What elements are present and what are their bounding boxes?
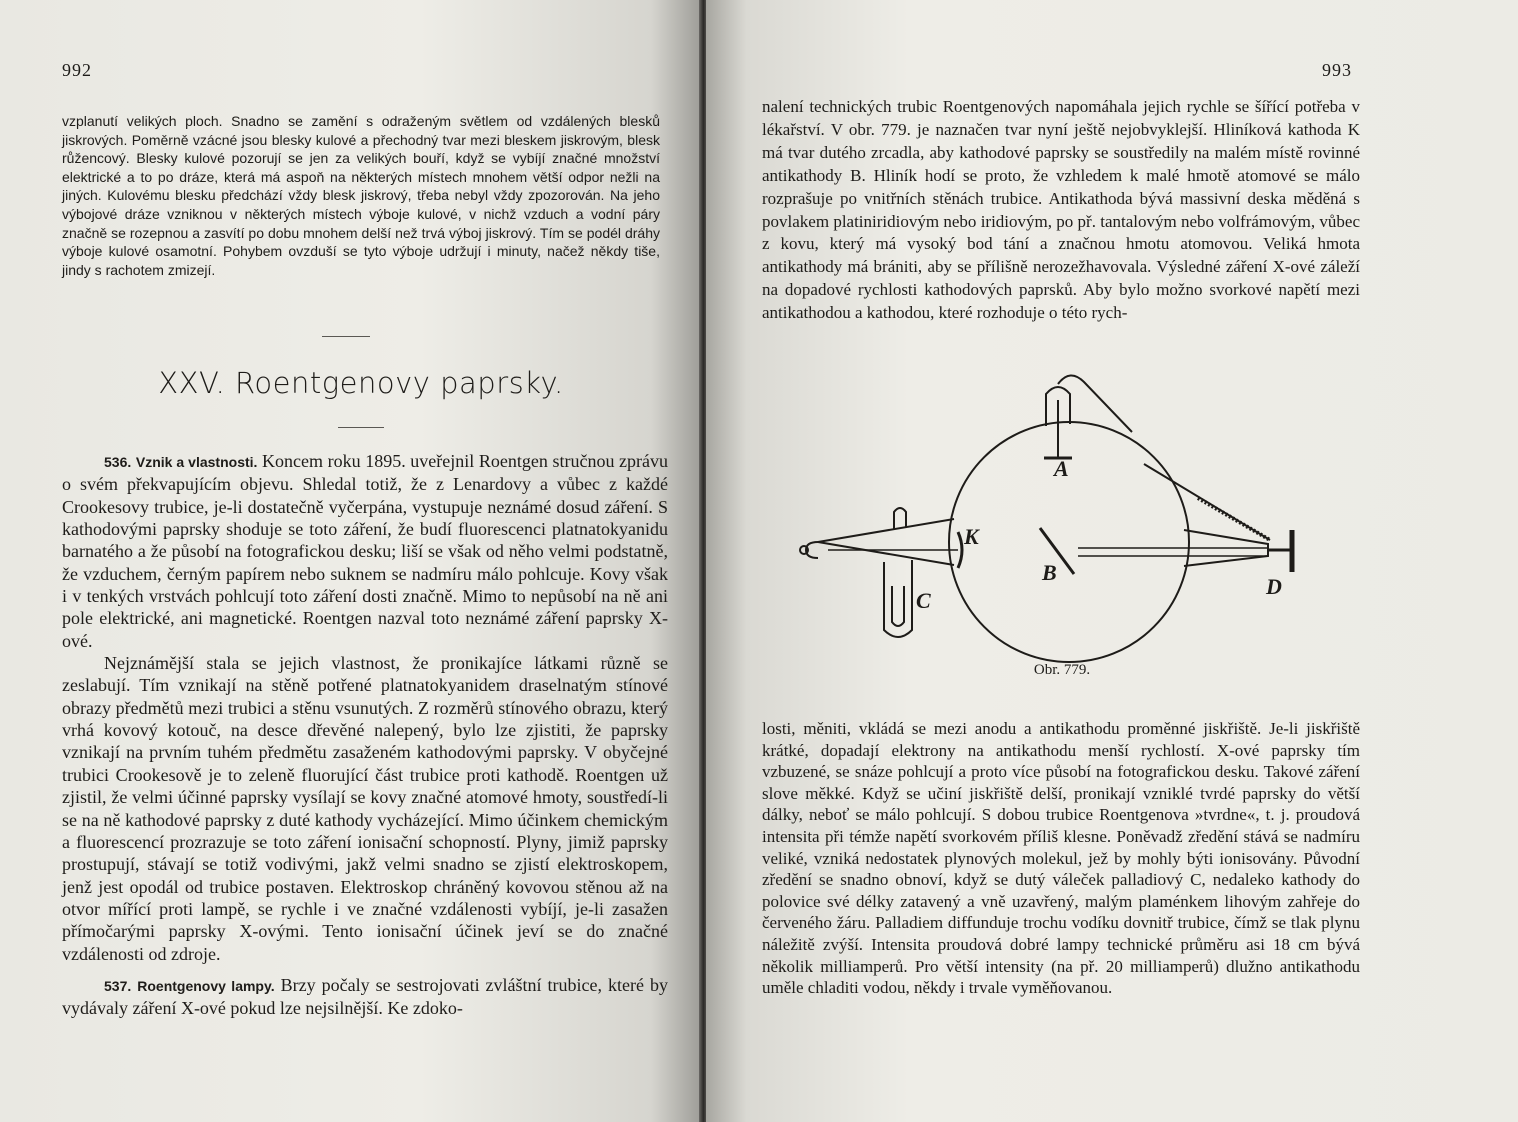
chapter-title: XXV. Roentgenovy paprsky.: [158, 366, 564, 400]
intro-paragraph: vzplanutí velikých ploch. Snadno se zamění s odraženým světlem od vzdálených blesků jiskrových. Poměrně vzácné jsou blesky kulové a přechodný tvar mezi bleskem jiskrovým, blesk růžencový. Blesky kulové pozorují se jen za velikých bouří, když se vybíjí značné množství elektrické a to po dráze, která má aspoň na některých místech mnohem větší odpor nežli na jiných. Kulovému blesku předchází vždy blesk jiskrový, třeba nebyl vždy zpozorován. Na jeho výbojové dráze vzniknou v některých místech výboje kulové, v nichž vzduch a vodní páry značně se rozepnou a zasvítí po dobu mnohem delší než trvá výboj jiskrový. Tím se podél dráhy výboje kulové osamotní. Pohybem ovzduší se tyto výboje udržují i minuty, načež někdy tiše, jindy s rachotem zmizejí.: [62, 113, 660, 278]
xray-tube-figure: [788, 372, 1336, 668]
figure-caption: Obr. 779.: [1033, 662, 1091, 678]
section-title: Vznik a vlastnosti.: [135, 454, 258, 470]
label-a: A: [1054, 456, 1069, 481]
left-body-text: [62, 450, 668, 1020]
label-b: B: [1042, 560, 1057, 585]
section-537-paragraph-1: [62, 974, 668, 1020]
section-536-paragraph-1: [62, 450, 668, 652]
section-536-paragraph-2: Nejznámější stala se jejich vlastnost, že pronikajíce látkami různě se zeslabují. Tím vznikají na stěně potřené platnatokyanidem draselnatým stínové obrazy předmětů mezi trubici a stěnu vsunutých. Z rozměrů stínového obrazu, který vrhá kovový kotouč, na desce dřevěné nalepený, bylo lze zjistiti, že paprsky vznikají na prvním tuhém předmětu zasaženém kathodovými paprsky. V obyčejné trubici Crookesově je to zeleně fluorující část trubice proti kathodě. Roentgen už zjistil, že velmi účinné paprsky vysílají se kovy značné atomové hmoty, soustředí-li se na ně kathodové paprsky z duté kathody vycházející. Mimo účinkem chemickým a fluorescencí prozrazuje se toto záření ionisační schopností. Plyny, jimiž paprsky prostupují, stávají se totiž vodivými, jakž velmi snadno se zjistí elektroskopem, jenž jest opodál od trubice postaven. Elektroskop chráněný kovovou stěnou až na otvor mířící proti lampě, se rychle i ve značné vzdálenosti vybíjí, je-li zasažen přímočarými paprsky X-ovými. Tento ionisační účinek jeví se do značné vzdálenosti od zdroje.: [62, 653, 668, 964]
paragraph-text: Brzy počaly se sestrojovati zvláštní trubice, které by vydávaly záření X-ové pokud lze nejsilnější. Ke zdoko-: [62, 974, 668, 1019]
section-title: Roentgenovy lampy.: [137, 977, 275, 994]
divider-rule-top: [322, 336, 370, 337]
paragraph-text: Koncem roku 1895. uveřejnil Roentgen stručnou zprávu o svém překvapujícím objevu. Shledal totiž, že z Lenardovy a vůbec z každé Crookesovy trubice, je-li dostatečně vyčerpána, vystupuje neznámé dosud záření. S kathodovými paprsky shoduje se toto záření, že budí fluorescenci platnatokyanidu barnatého a že působí na fotografickou desku; liší se však od něho velmi podstatně, že vzduchem, černým papírem nebo suknem se nadmíru málo pohlcuje. Kovy však i v tenkých vrstvách pohlcují toto záření dosti značně. Mimo to nepůsobí na ně ani pole elektrické, ani magnetické. Roentgen nazval toto neznámé záření paprsky X-ové.: [62, 451, 669, 651]
label-k: K: [964, 524, 979, 549]
left-page: [0, 0, 700, 1122]
page-number-left: 992: [62, 60, 92, 80]
right-paragraph-bottom: losti, měniti, vkládá se mezi anodu a antikathodu proměnné jiskřiště. Je-li jiskřiště krátké, dopadají elektrony na antikathodu menší rychlostí. X-ové paprsky tím vzbuzené, se snáze pohlcují a proto více působí na fotografickou desku. Takové záření slove měkké. Když se učiní jiskřiště delší, pronikají vzniklé tvrdé paprsky do větší dálky, neboť se málo pohlcují. S dobou trubice Roentgenova »tvrdne«, t. j. proudová intensita při témže napětí svorkovém příliš klesne. Poněvadž zředění stává se nadmíru veliké, vzniká nedostatek plynových molekul, jež by mohly býti ionisovány. Původní zředění se snadno obnoví, když se dutý váleček palladiový C, nedaleko kathody do polovice své délky zatavený a vně uzavřený, malým plaménkem lihovým zahřeje do červeného žáru. Palladiem diffunduje trochu vodíku dovnitř trubice, čímž se tlak plynu náležitě zvýší. Intensita proudová dobré lampy technické průměru asi 18 cm bývá několik milliamperů. Pro větší intensity (na př. 20 milliamperů) dlužno antikathodu uměle chladiti vodou, někdy i trvale vyměňovanou.: [762, 719, 1360, 998]
cathode-cup: [958, 532, 962, 568]
page-number-right: 993: [1322, 60, 1352, 80]
section-number: 536.: [104, 454, 132, 470]
label-d: D: [1266, 574, 1282, 599]
section-number: 537.: [104, 977, 132, 994]
cathode-neck: [818, 519, 954, 565]
divider-rule-bottom: [338, 427, 384, 428]
label-c: C: [916, 588, 931, 613]
right-paragraph-top: nalení technických trubic Roentgenových napomáhala jejich rychle se šířící potřeba v lékařství. V obr. 779. je naznačen tvar nyní ještě nejobvyklejší. Hliníková kathoda K má tvar dutého zrcadla, aby kathodové paprsky se soustředily na malém místě rovinné antikathody B. Hliník hodí se proto, že vzhledem k malé hmotě atomové se málo rozprašuje po vnitřních stěnách trubice. Antikathoda bývá massivní deska měděná s povlakem platiniridiovým nebo iridiovým, po př. tantalovým nebo volfrámovým, vůbec z kovu, který má vysoký bod tání a značnou hmotu atomovou. Veliká hmota antikathody má brániti, aby se přílišně nerozežhavovala. Výsledné záření X-ové záleží na dopadové rychlosti kathodových paprsků. Aby bylo možno svorkové napětí mezi antikathodou a kathodou, které rozhoduje o této rych-: [762, 97, 1360, 323]
